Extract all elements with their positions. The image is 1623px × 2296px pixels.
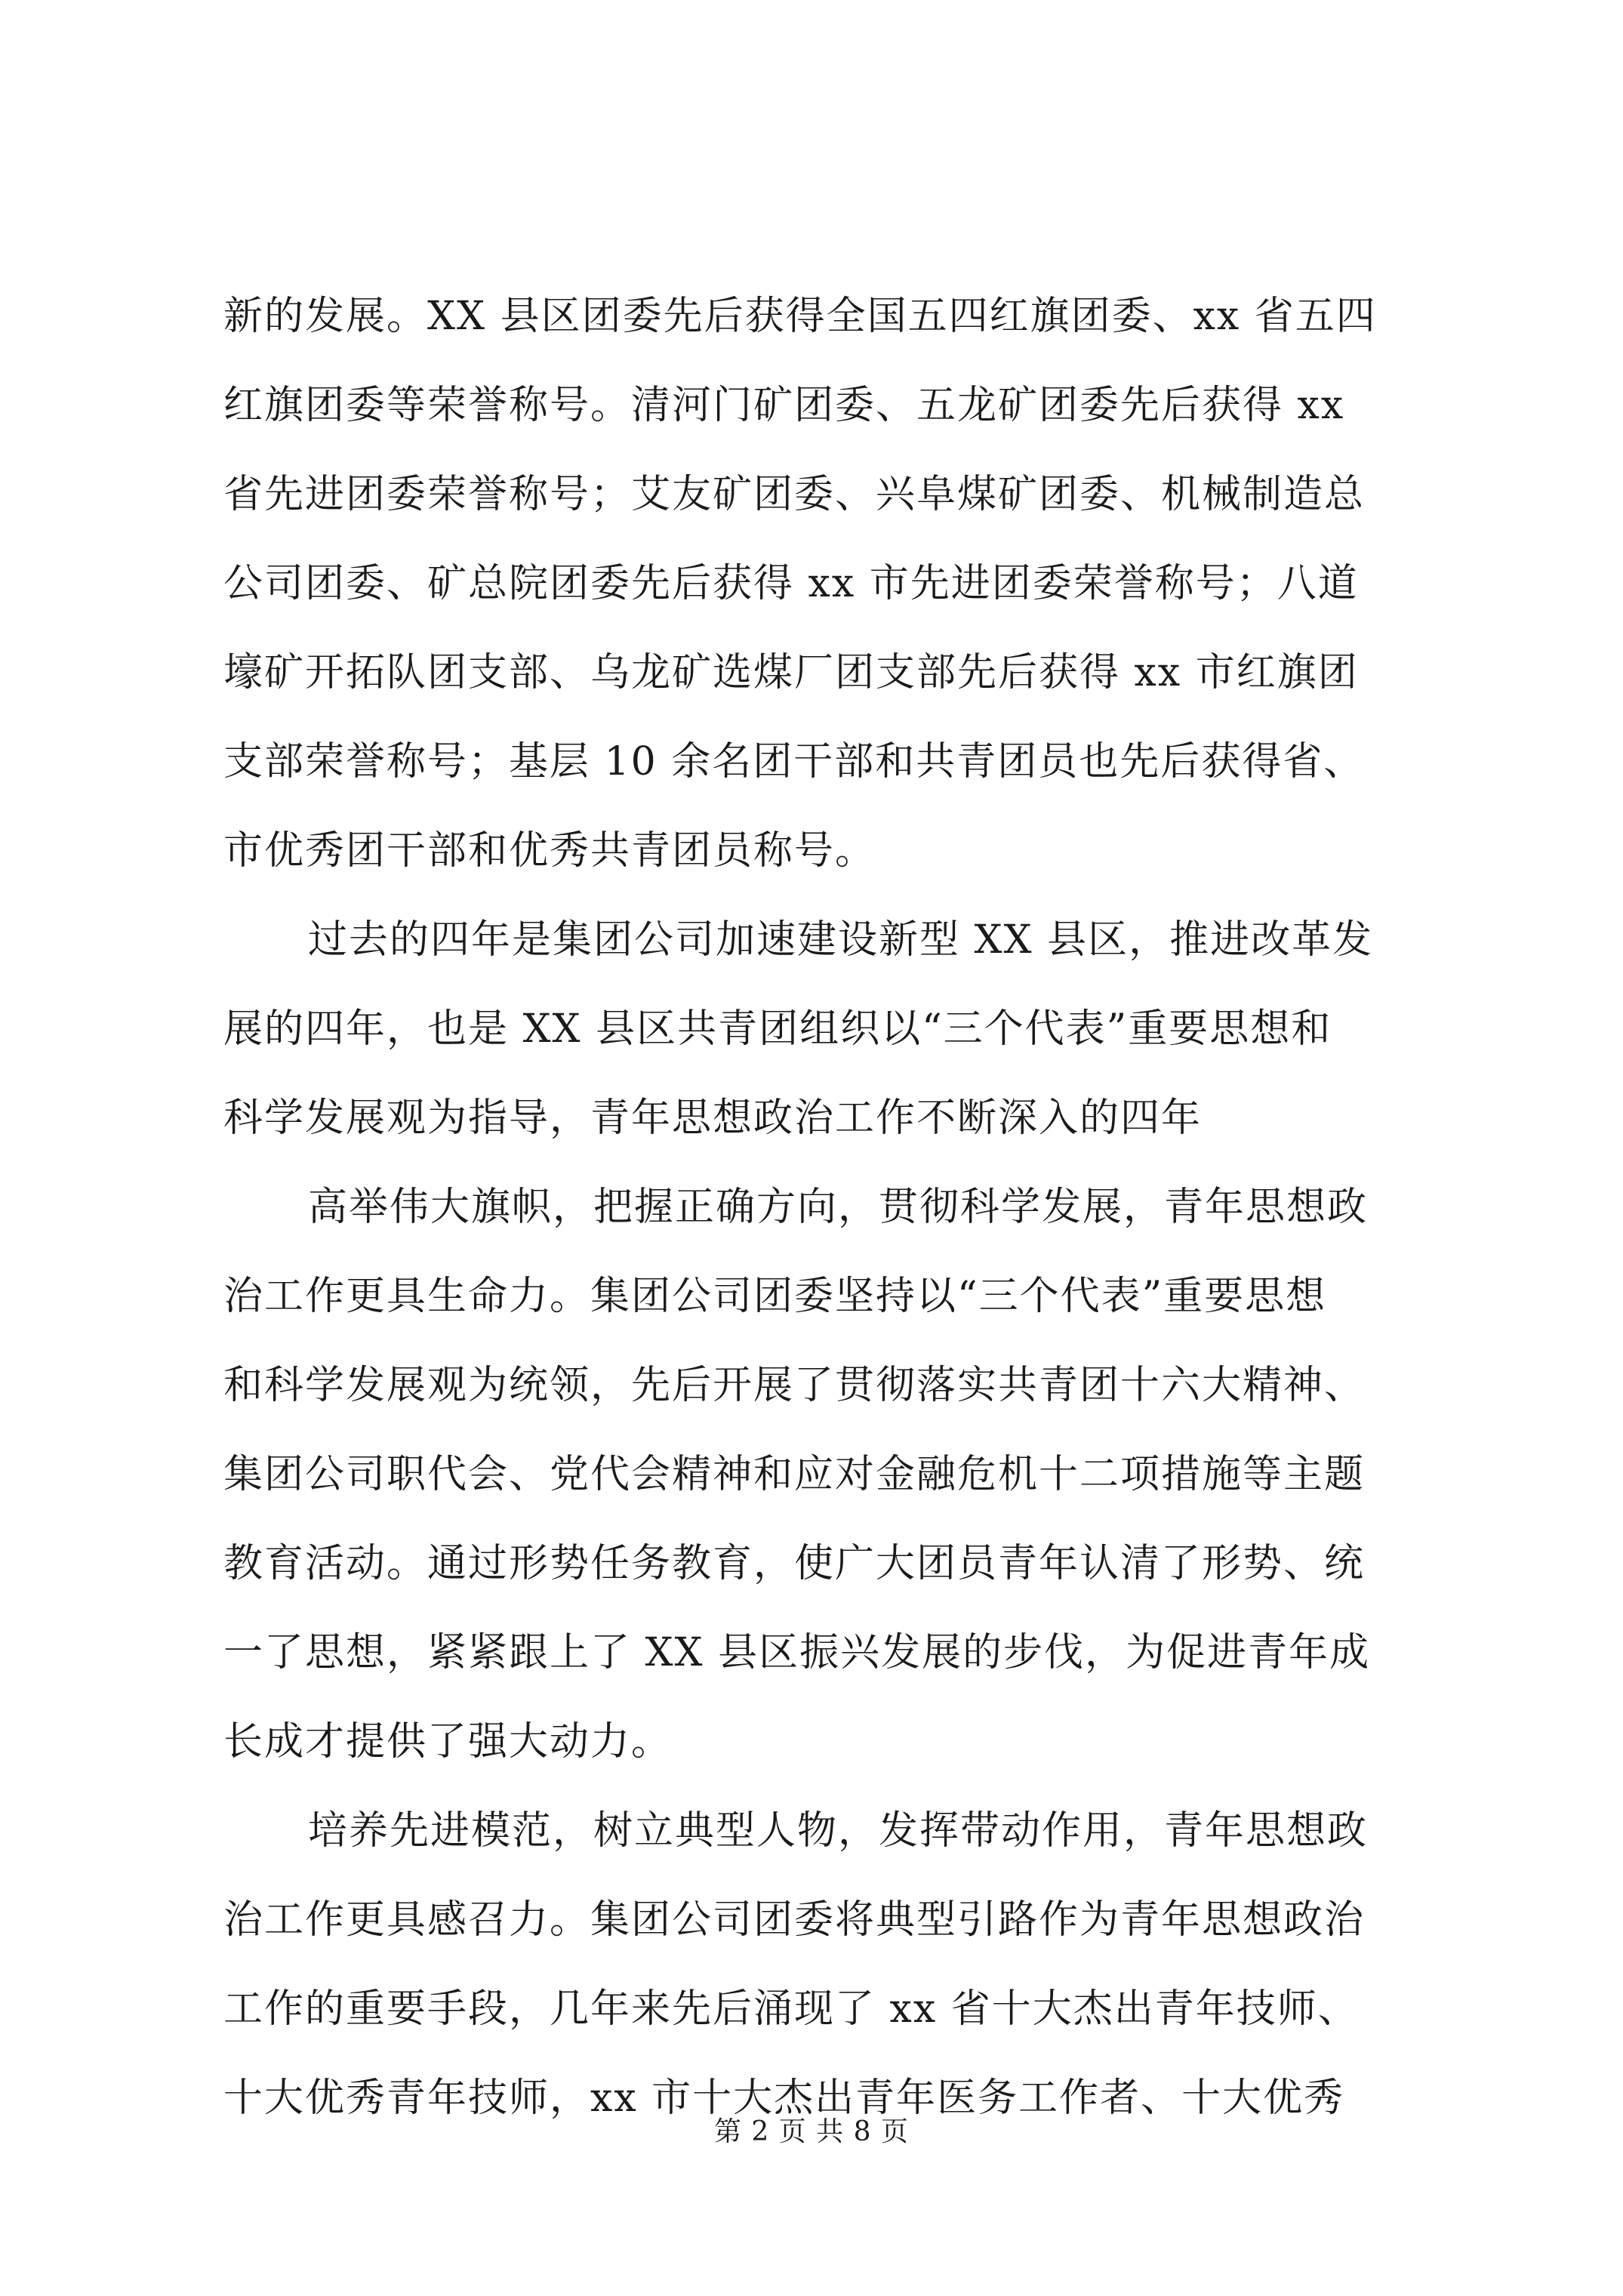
text-line: 红旗团委等荣誉称号。清河门矿团委、五龙矿团委先后获得 xx: [223, 383, 1345, 428]
text-line: 治工作更具生命力。集团公司团委坚持以“三个代表”重要思想: [223, 1274, 1327, 1319]
text-line: 科学发展观为指导，青年思想政治工作不断深入的四年: [223, 1096, 1203, 1141]
paragraph-1: [223, 272, 1416, 895]
text-line: 过去的四年是集团公司加速建设新型 XX 县区，推进改革发: [308, 917, 1374, 963]
text-line: 展的四年，也是 XX 县区共青团组织以“三个代表”重要思想和: [223, 1006, 1332, 1052]
body-text: [223, 272, 1416, 2143]
text-line: 公司团委、矿总院团委先后获得 xx 市先进团委荣誉称号；八道: [223, 561, 1359, 606]
page-number-footer: 第 2 页 共 8 页: [713, 2116, 910, 2147]
text-line: 支部荣誉称号；基层 10 余名团干部和共青团员也先后获得省、: [223, 739, 1365, 784]
text-line: 和科学发展观为统领，先后开展了贯彻落实共青团十六大精神、: [223, 1363, 1366, 1408]
text-line: 教育活动。通过形势任务教育，使广大团员青年认清了形势、统: [223, 1541, 1366, 1586]
text-line: 壕矿开拓队团支部、乌龙矿选煤厂团支部先后获得 xx 市红旗团: [223, 650, 1359, 695]
paragraph-2: [223, 895, 1416, 1163]
text-line: 市优秀团干部和优秀共青团员称号。: [223, 828, 876, 874]
text-line: 省先进团委荣誉称号；艾友矿团委、兴阜煤矿团委、机械制造总: [223, 472, 1366, 517]
text-line: 高举伟大旗帜，把握正确方向，贯彻科学发展，青年思想政: [308, 1185, 1369, 1230]
paragraph-4: [223, 1786, 1416, 2143]
text-line: 长成才提供了强大动力。: [223, 1719, 673, 1764]
text-line: 十大优秀青年技师，xx 市十大杰出青年医务工作者、十大优秀: [223, 2076, 1345, 2121]
text-line: 工作的重要手段，几年来先后涌现了 xx 省十大杰出青年技师、: [223, 1986, 1359, 2032]
paragraph-3: [223, 1163, 1416, 1786]
text-line: 新的发展。XX 县区团委先后获得全国五四红旗团委、xx 省五四: [223, 294, 1377, 339]
text-line: 一了思想，紧紧跟上了 XX 县区振兴发展的步伐，为促进青年成: [223, 1630, 1371, 1675]
text-line: 培养先进模范，树立典型人物，发挥带动作用，青年思想政: [308, 1808, 1369, 1854]
text-line: 集团公司职代会、党代会精神和应对金融危机十二项措施等主题: [223, 1452, 1366, 1497]
text-line: 治工作更具感召力。集团公司团委将典型引路作为青年思想政治: [223, 1897, 1366, 1943]
